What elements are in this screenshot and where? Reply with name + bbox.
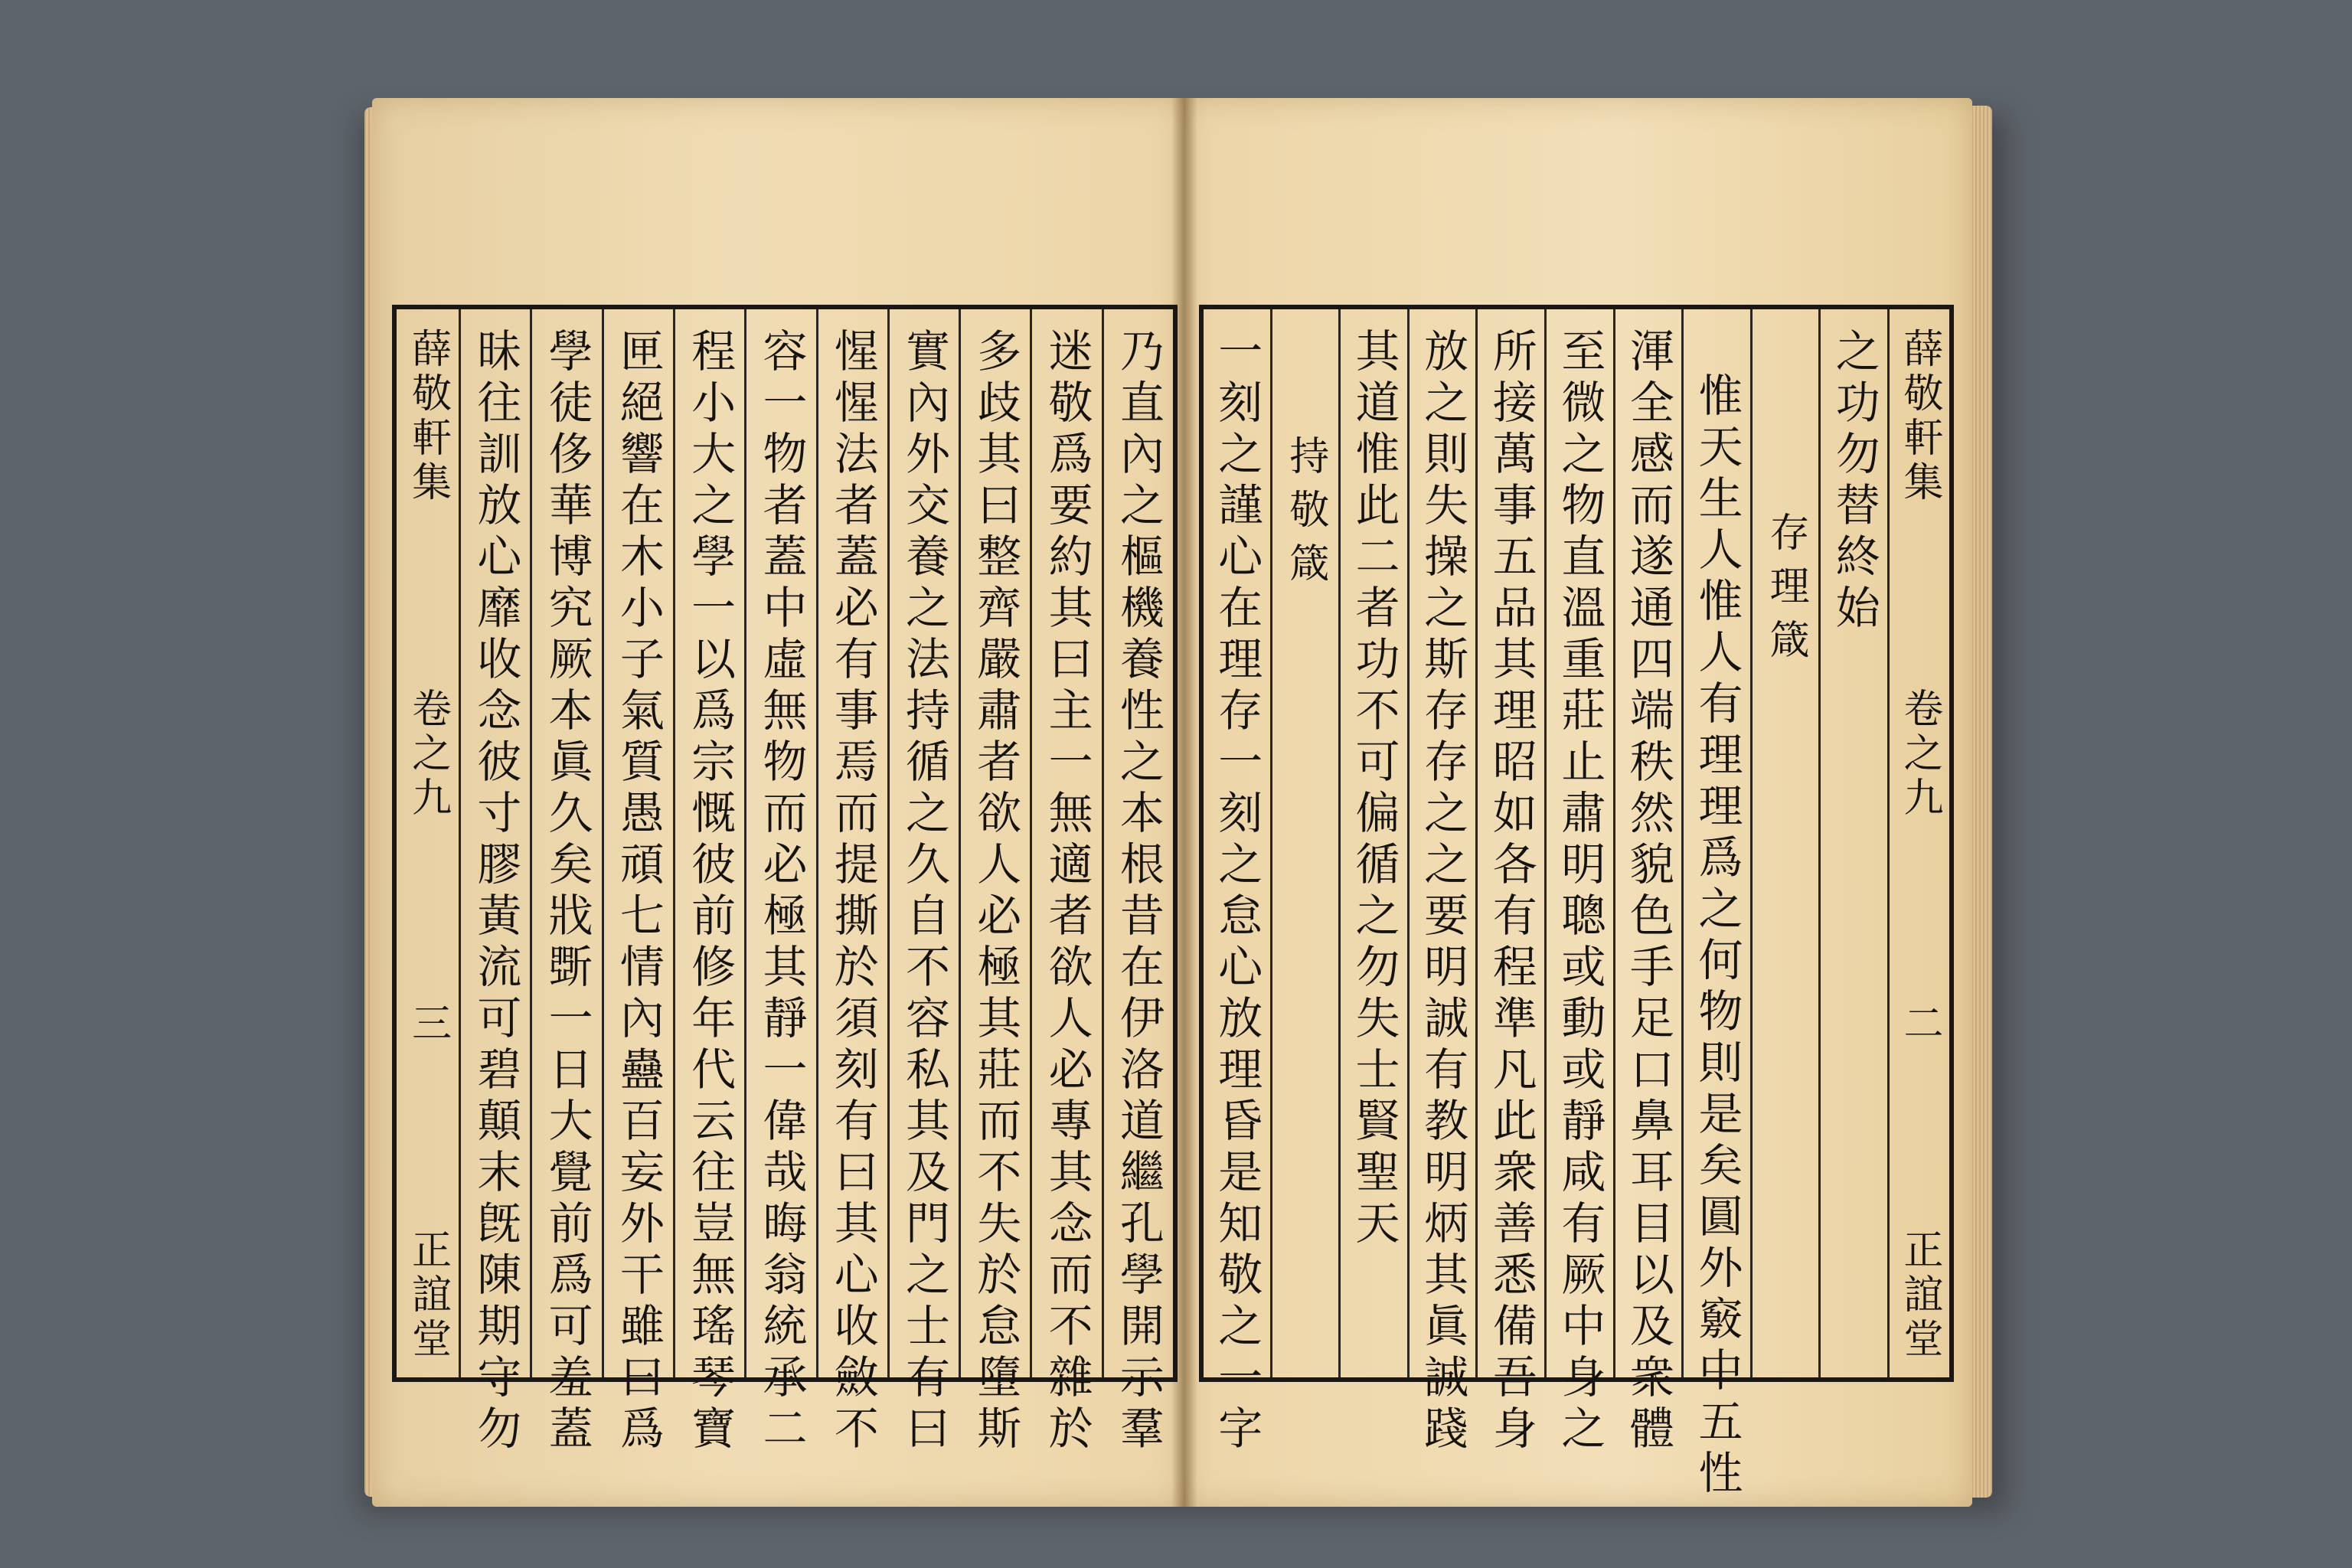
column-text: 放之則失操之斯存存之之要明誠有教明炳其眞誠踐	[1416, 328, 1469, 1456]
folio-number: 三	[404, 1002, 451, 1047]
right-text-frame	[1199, 305, 1954, 1501]
text-column	[1102, 309, 1173, 1456]
column-text: 乃直內之樞機養性之本根昔在伊洛道繼孔學開示羣	[1112, 328, 1165, 1456]
column-text: 實內外交養之法持循之久自不容私其及門之士有曰	[898, 328, 951, 1456]
page-margin-column	[397, 309, 459, 1377]
text-column	[1613, 309, 1682, 1456]
column-text: 至微之物直溫重莊止肅明聰或動或靜咸有厥中身之	[1553, 328, 1606, 1456]
left-text-frame	[392, 305, 1178, 1456]
column-text: 其道惟此二者功不可偏循之勿失士賢聖天	[1348, 328, 1400, 1251]
text-column	[1270, 309, 1339, 1377]
volume-label: 卷之九	[404, 687, 451, 821]
text-column	[1475, 309, 1544, 1456]
text-column	[1750, 309, 1819, 1377]
text-column	[887, 309, 959, 1456]
column-text: 惺惺法者蓋必有事焉而提撕於須刻有曰其心收斂不	[826, 328, 879, 1456]
column-text: 多歧其曰整齊嚴肅者欲人必極其莊而不失於怠墮斯	[969, 328, 1022, 1456]
section-heading: 持敬箴	[1282, 435, 1328, 596]
publisher-hall: 正誼堂	[1896, 1228, 1943, 1362]
book-title: 薛敬軒集	[404, 328, 451, 505]
text-column	[1544, 309, 1613, 1456]
column-text: 昧往訓放心靡收念彼寸膠黃流可碧顛末旣陳期守勿	[469, 328, 522, 1456]
text-column	[1407, 309, 1476, 1456]
column-text: 學徒侈華博究厥本眞久矣戕斲一日大覺前爲可羞蓋	[541, 328, 593, 1456]
text-column	[673, 309, 744, 1456]
text-column	[530, 309, 601, 1456]
publisher-hall: 正誼堂	[404, 1228, 451, 1362]
column-text: 匣絕響在木小子氣質愚頑七情內蠱百妄外干雖曰爲	[612, 328, 665, 1456]
volume-label: 卷之九	[1896, 687, 1943, 821]
text-column	[459, 309, 530, 1456]
text-column	[1818, 309, 1887, 1377]
text-column	[1338, 309, 1407, 1377]
column-text: 迷敬爲要約其曰主一無適者欲人必專其念而不雜於	[1040, 328, 1093, 1456]
column-text: 之功勿替終始	[1828, 328, 1880, 635]
text-column	[602, 309, 673, 1456]
text-column	[816, 309, 887, 1456]
text-column	[959, 309, 1030, 1456]
column-text: 容一物者蓋中虛無物而必極其靜一偉哉晦翁統承二	[755, 328, 808, 1456]
text-column	[1204, 309, 1270, 1456]
page-margin-column	[1887, 309, 1949, 1377]
column-text: 一刻之謹心在理存一刻之怠心放理昏是知敬之一字	[1210, 328, 1263, 1456]
text-column	[1030, 309, 1101, 1456]
section-heading: 存理箴	[1762, 511, 1809, 672]
folio-number: 二	[1896, 1002, 1943, 1047]
column-text: 渾全感而遂通四端秩然貌色手足口鼻耳目以及衆體	[1622, 328, 1674, 1456]
text-column	[1681, 309, 1750, 1501]
book-title: 薛敬軒集	[1896, 328, 1943, 505]
column-text: 惟天生人惟人有理理爲之何物則是矣圓外竅中五性	[1690, 372, 1743, 1501]
column-text: 所接萬事五品其理昭如各有程準凡此衆善悉備吾身	[1485, 328, 1537, 1456]
text-column	[744, 309, 815, 1456]
column-text: 程小大之學一以爲宗慨彼前修年代云往豈無瑤琴寶	[684, 328, 737, 1456]
